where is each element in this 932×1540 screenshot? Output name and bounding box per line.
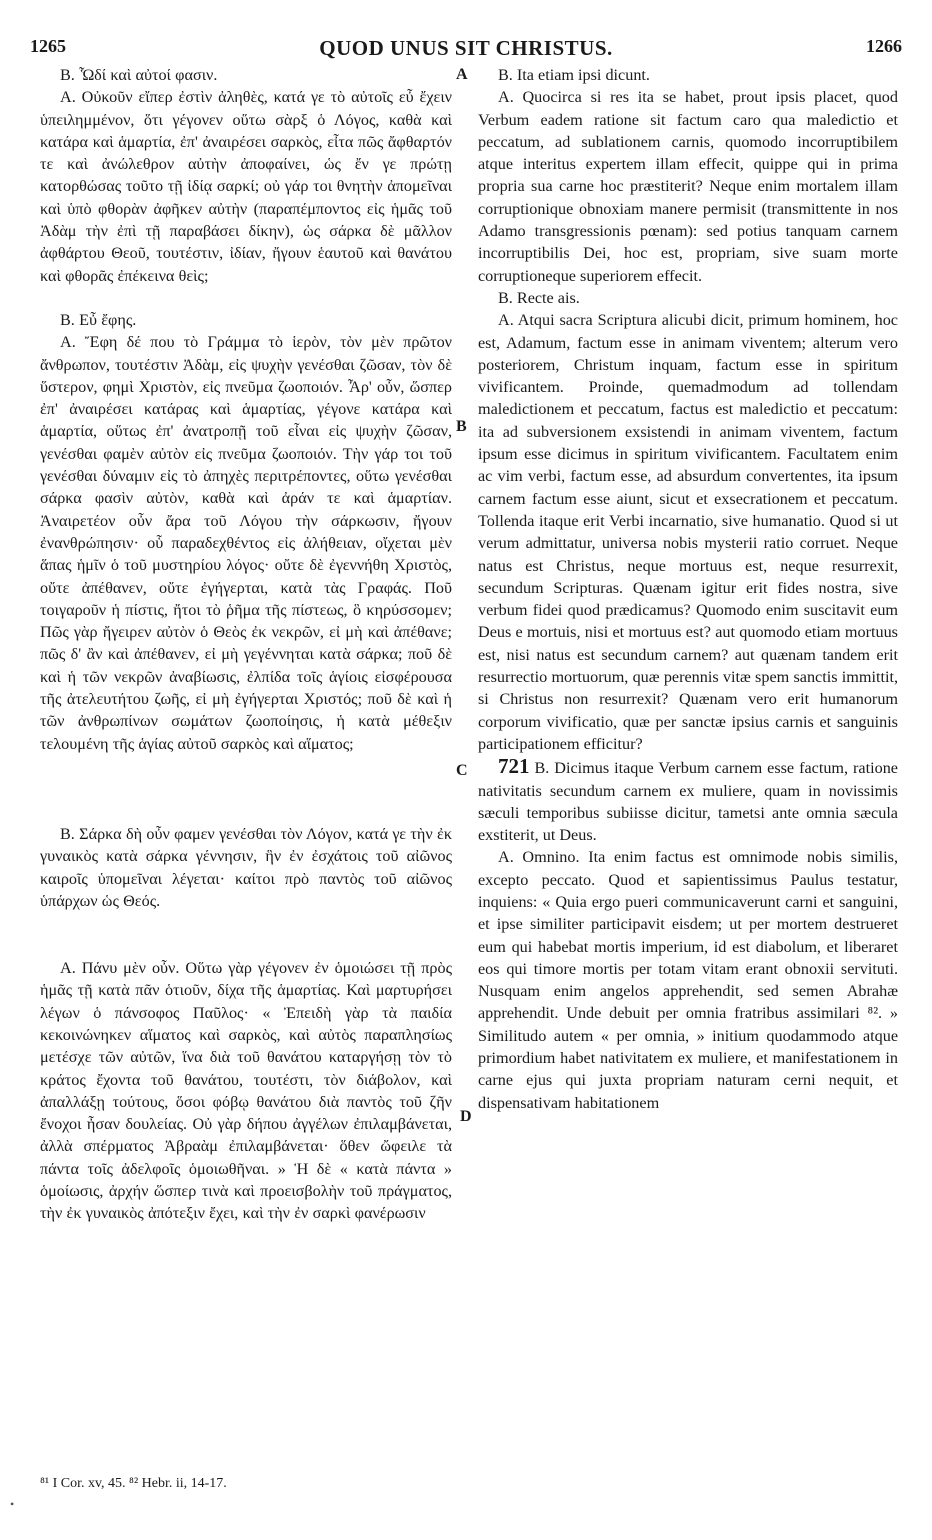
running-title: QUOD UNUS SIT CHRISTUS. [319, 36, 613, 60]
latin-paragraph: B. Ita etiam ipsi dicunt. [498, 66, 650, 84]
latin-paragraph: A. Quocirca si res ita se habet, prout ipsis placet, quod Verbum eadem ratione sit factum caro qua maledictio et peccatum, ad sublationem carnis, quomodo incorruptibilem atque interitus expertem illam effecit, quippe qui in prima propria sua carne hoc præstiterit? Neque enim mortalem illam corruptionique obnoxiam manere permisit (transmittente in nos Adamo transgressionis pœnam): sed potius tanquam carnem incorruptibilis Dei, hoc est, propriam, sive suam morte corruptioneque superiorem effecit. [478, 88, 898, 285]
greek-paragraph: A. Οὐκοῦν εἴπερ ἐστὶν ἀληθὲς, κατά γε τὸ αὐτοῖς εὖ ἔχειν ὑπειλημμένον, ὅτι γέγονεν οὕτω σὰρξ ὁ Λόγος, καθὰ καὶ κατάρα καὶ ἁμαρτία, ἐπ' ἀναιρέσει σαρκὸς, εἶτα πῶς ἄφθαρτόν τε καὶ ἀνώλεθρον αὐτὴν ἀποφαίνει, ὡς ἔν γε πρώτῃ κατορθώσας τοῦτο τῇ ἰδίᾳ σαρκί; οὐ γάρ τοι θνητὴν ἀπομεῖναι καὶ ὑπὸ φθορὰν ἀφῆκεν αὐτὴν (παραπέμποντος εἰς ἡμᾶς τοῦ Ἀδὰμ τὴν ἐπὶ τῇ παραβάσει δίκην), ὡς σάρκα δὲ μᾶλλον ἀφθάρτου Θεοῦ, τουτέστιν, ἰδίαν, ἤγουν ἑαυτοῦ καὶ θανάτου καὶ φθορᾶς ἐπέκεινα θεὶς; [40, 88, 452, 285]
running-header [30, 36, 902, 62]
greek-paragraph: A. Πάνυ μὲν οὖν. Οὕτω γὰρ γέγονεν ἐν ὁμοιώσει τῇ πρὸς ἡμᾶς τῇ κατὰ πᾶν ὁτιοῦν, δίχα τῆς ἁμαρτίας. Καὶ μαρτυρήσει λέγων ὁ πάνσοφος Παῦλος· « Ἐπειδὴ γὰρ τὰ παιδία κεκοινώνηκεν αἵματος καὶ σαρκὸς, καὶ αὐτὸς παραπλησίως μετέσχε τῶν αὐτῶν, ἵνα διὰ τοῦ θανάτου καταργήσῃ τὸν τὸ κράτος ἔχοντα τοῦ θανάτου, τουτέστι, τὸν διάβολον, καὶ ἀπαλλάξῃ τούτους, ὅσοι φόβῳ θανάτου διὰ παντὸς τοῦ ζῆν ἔνοχοι ἦσαν δουλείας. Οὐ γὰρ δήπου ἀγγέλων ἐπιλαμβάνεται, ἀλλὰ σπέρματος Ἀβραὰμ ἐπιλαμβάνεται· ὅθεν ὤφειλε τὰ πάντα τοῖς ἀδελφοῖς ὁμοιωθῆναι. » Ἡ δὲ « κατὰ πάντα » ὁμοίωσις, ἀρχήν ὥσπερ τινὰ καὶ προεισβολὴν τοῦ πράγματος, τὴν ἐκ γυναικὸς ἀπότεξιν ἔχει, καὶ τὴν ἐν σαρκὶ φανέρωσιν [40, 959, 452, 1223]
greek-column [40, 64, 452, 1225]
greek-paragraph: B. Ὧδί καὶ αὐτοί φασιν. [60, 66, 218, 84]
latin-paragraph: B. Recte ais. [498, 288, 580, 307]
latin-column [478, 64, 898, 1114]
latin-paragraph: A. Omnino. Ita enim factus est omnimode nobis similis, excepto peccato. Quod et sapientissimus Paulus testatur, inquiens: « Quia ergo pueri communicaverunt carni et sanguini, et ipse similiter participavit eisdem; ut per mortem destrueret eum qui habebat mortis imperium, id est diabolum, et liberaret eos qui timore mortis per totam vitam erant obnoxii servituti. Nusquam enim angelos apprehendit, sed semen Abrahæ apprehendit. Unde debuit per omnia fratribus assimilari ⁸². » Similitudo autem « per omnia, » initium quodammodo atque primordium habet nativitatem ex muliere, et manifestationem in carne ejus qui juxta propriam naturam cerni nequit, et dispensativam habitationem [478, 848, 898, 1112]
latin-paragraph: A. Atqui sacra Scriptura alicubi dicit, primum hominem, hoc est, Adamum, factum esse in animam viventem; alterum vero posteriorem, Christum inquam, factum esse in spiritum vivificantem. Proinde, quemadmodum ad tollendam maledictionem et peccatum, factus est maledictio et peccatum: ita ad subversionem exsistendi in animam viventem, factum ipsum esse dicimus in spiritum vivificantem. Facultatem enim ac vim verbi, factum esse, ad absurdum convertentes, ita ipsum carnem factum esse aiunt, sicut et exsecrationem et peccatum. Tollenda itaque erit Verbi incarnatio, sive humanatio. Quod si ut verum admittatur, universa nobis mysterii ratio corruet. Neque natus est Christus, neque mortuus est, neque resurrexit, secundum Scripturas. Quænam igitur erit fides nostra, sive verbum fidei quod prædicamus? Quomodo enim suscitavit eum Deus e mortuis, nisi et mortuus est? aut quomodo etiam mortuus est, nisi natus est secundum carnem? aut quænam tandem erit resurrectio mortuorum, quæ perennis vitæ spem sanctis immittit, si Christus non resurrexit? Quænam vero erit humanorum corporum vivificatio, quæ per sanctæ ipsius carnis et sanguinis participationem efficitur? [478, 311, 898, 753]
margin-letter-a: A [456, 66, 468, 83]
margin-letter-c: C [456, 762, 468, 779]
greek-paragraph: A. Ἔφη δέ που τὸ Γράμμα τὸ ἱερὸν, τὸν μὲν πρῶτον ἄνθρωπον, τουτέστιν Ἀδὰμ, εἰς ψυχὴν γενέσθαι ζῶσαν, τὸν δὲ ὕστερον, φημὶ Χριστὸν, εἰς πνεῦμα ζωοποιόν. Ἆρ' οὖν, ὥσπερ ἐπ' ἀναιρέσει κατάρας καὶ ἁμαρτίας, γέγονε κατάρα καὶ ἁμαρτία, οὕτως ἐπ' ἀνατροπῇ τοῦ εἶναι εἰς ψυχὴν ζῶσαν, γενέσθαι φαμὲν αὐτὸν εἰς πνεῦμα ζωοποιόν. Τὴν γάρ τοι τοῦ γενέσθαι δύναμιν εἰς τὸ ἀπηχὲς περιτρέποντες, οὕτω γενέσθαι σάρκα φασὶν αὐτὸν, καθὰ καὶ ἀράν τε καὶ ἁμαρτίαν. Ἀναιρετέον οὖν ἄρα τοῦ Λόγου τὴν σάρκωσιν, ἤγουν ἐνανθρώπησιν· οὗ παραδεχθέντος εἰς ἀλήθειαν, οἴχεται μὲν ἅπας ἡμῖν ὁ τοῦ μυστηρίου λόγος· οὔτε δὲ ἐγεννήθη Χριστὸς, οὔτε ἀπέθανεν, οὔτε ἐγήγερται, κατὰ τὰς Γραφάς. Ποῦ τοιγαροῦν ἡ πίστις, ἤτοι τὸ ῥῆμα τῆς πίστεως, ὃ κηρύσσομεν; Πῶς γὰρ ἤγειρεν αὐτὸν ὁ Θεὸς ἐκ νεκρῶν, εἰ μὴ καὶ ἀπέθανε; πῶς δ' ἂν καὶ ἀπέθανεν, εἰ μὴ γεγέννηται κατὰ σάρκα; ποῦ δὲ καὶ ἡ τῶν νεκρῶν ἀναβίωσις, ἐλπίδα τοῖς ἁγίοις εἰσφέρουσα τῆς ἀτελευτήτου ζωῆς, εἰ μὴ ἐγήγερται Χριστός; ποῦ δὲ καὶ ἡ τῶν ἀνθρωπίνων σωμάτων ζωοποίησις, ἡ κατὰ μέθεξιν τελουμένη τῆς ἁγίας αὐτοῦ σαρκὸς καὶ αἵματος; [40, 333, 452, 753]
page-number-right: 1266 [866, 36, 902, 56]
corner-mark: • [10, 1497, 15, 1511]
margin-letter-d: D [460, 1108, 472, 1125]
page-number-left: 1265 [30, 36, 66, 56]
latin-paragraph [478, 755, 898, 846]
margin-letter-b: B [456, 418, 467, 435]
greek-paragraph: B. Εὖ ἔφης. [60, 310, 137, 329]
greek-paragraph: B. Σάρκα δὴ οὖν φαμεν γενέσθαι τὸν Λόγον, κατά γε τὴν ἐκ γυναικὸς κατὰ σάρκα γέννησιν, ἣν ἐν ἐσχάτοις τοῦ αἰῶνος καιροῖς ὑπομεῖναι λέγεται· καίτοι πρὸ παντὸς τοῦ αἰῶνος ὑπάρχων ὡς Θεός. [40, 824, 452, 910]
footnotes: ⁸¹ I Cor. xv, 45. ⁸² Hebr. ii, 14-17. [40, 1476, 227, 1491]
latin-paragraph-text: B. Dicimus itaque Verbum carnem esse factum, ratione nativitatis secundum carnem ex muliere, quam in novissimis sæculi temporibus subiisse dicitur, tametsi ante omnia sæcula exstiterit, ut Deus. [478, 759, 898, 845]
inline-page-number: 721 [498, 754, 530, 779]
